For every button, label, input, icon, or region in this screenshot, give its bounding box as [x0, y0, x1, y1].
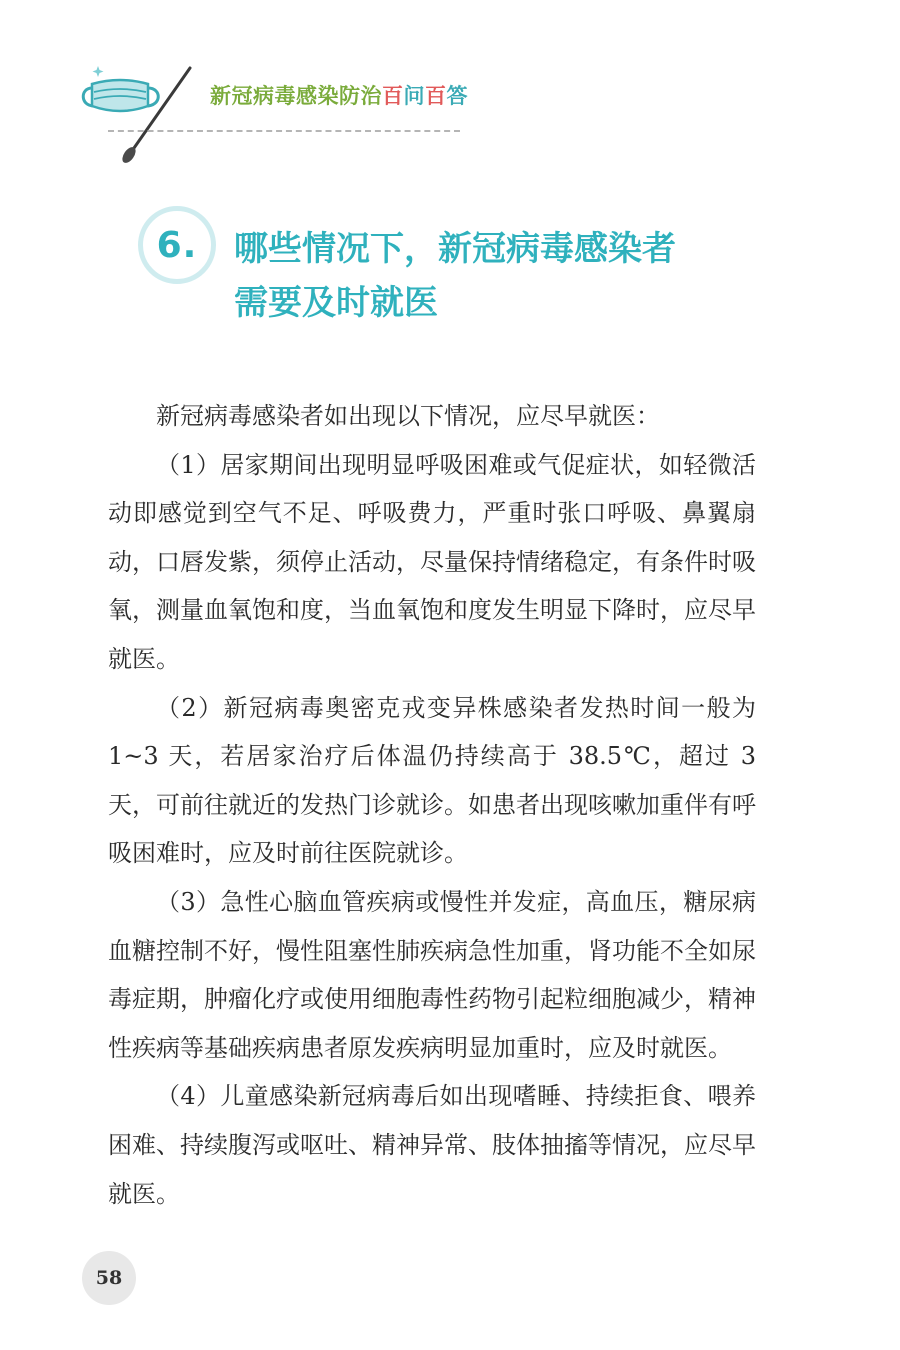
page-number-badge: [82, 1251, 136, 1305]
question-title-line: 需要及时就医: [234, 283, 438, 323]
question-number-badge: [138, 206, 216, 284]
answer-paragraph: （2）新冠病毒奥密克戎变异株感染者发热时间一般为 1~3 天，若居家治疗后体温仍持续高于 38.5℃，超过 3 天，可前往就近的发热门诊就诊。如患者出现咳嗽加重伴有呼吸困难时，应及时前往医院就诊。: [108, 693, 756, 868]
page-number: 58: [95, 1267, 123, 1289]
series-title: [210, 80, 468, 110]
series-title-part: 问: [403, 84, 425, 108]
series-title-part: 百: [382, 84, 404, 108]
answer-paragraph: （4）儿童感染新冠病毒后如出现嗜睡、持续拒食、喂养困难、持续腹泻或呕吐、精神异常、肢体抽搐等情况，应尽早就医。: [108, 1082, 756, 1208]
answer-paragraph: （3）急性心脑血管疾病或慢性并发症，高血压，糖尿病血糖控制不好，慢性阻塞性肺疾病急性加重，肾功能不全如尿毒症期，肿瘤化疗或使用细胞毒性药物引起粒细胞减少，精神性疾病等基础疾病患者原发疾病明显加重时，应及时就医。: [108, 887, 756, 1062]
page-header: [0, 0, 900, 170]
header-divider: [108, 130, 460, 132]
answer-body: [108, 392, 756, 1218]
series-title-part: 百: [425, 84, 447, 108]
series-title-part: 答: [446, 84, 468, 108]
question-title: [234, 222, 754, 330]
question-title-line: 哪些情况下，新冠病毒感染者: [234, 229, 676, 269]
question-number: 6.: [156, 224, 198, 266]
answer-paragraph: （1）居家期间出现明显呼吸困难或气促症状，如轻微活动即感觉到空气不足、呼吸费力，严重时张口呼吸、鼻翼扇动，口唇发紫，须停止活动，尽量保持情绪稳定，有条件时吸氧，测量血氧饱和度，当血氧饱和度发生明显下降时，应尽早就医。: [108, 450, 756, 673]
swab-icon: [110, 60, 200, 170]
series-title-part: 新冠病毒感染防治: [210, 84, 382, 108]
answer-paragraph: 新冠病毒感染者如出现以下情况，应尽早就医：: [156, 402, 660, 430]
